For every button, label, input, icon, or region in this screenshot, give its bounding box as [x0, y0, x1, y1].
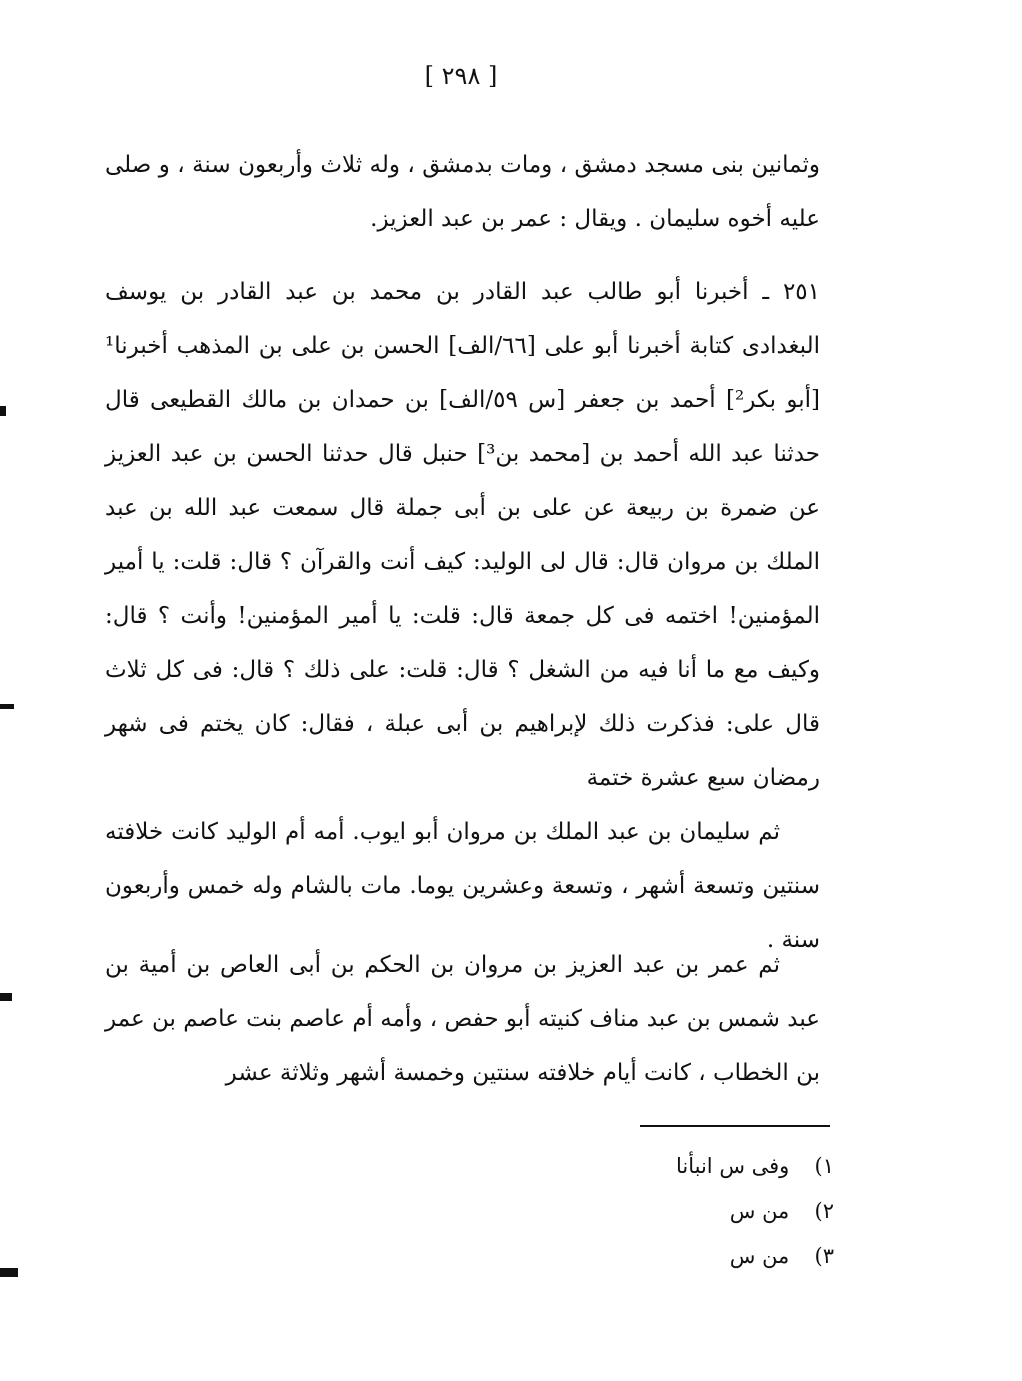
- footnote-text: وفى س انبأنا: [675, 1154, 790, 1178]
- footnote-item: [676, 1234, 834, 1279]
- scan-edge-mark: [0, 406, 6, 416]
- footnote-item: [676, 1189, 834, 1234]
- text-block-hadith-251: [105, 265, 820, 967]
- footnote-number: ١): [814, 1154, 834, 1178]
- footnote-number: ٢): [814, 1199, 834, 1223]
- scan-edge-mark: [0, 704, 14, 709]
- paragraph: وثمانين بنى مسجد دمشق ، ومات بدمشق ، وله ثلاث وأربعون سنة ، و صلى عليه أخوه سليمان . ويقال : عمر بن عبد العزيز.: [105, 152, 820, 232]
- footnote-divider: [640, 1125, 830, 1127]
- footnote-text: من س: [729, 1244, 790, 1268]
- paragraph: ثم عمر بن عبد العزيز بن مروان بن الحكم بن أبى العاص بن أمية بن عبد شمس بن عبد مناف كنيته أبو حفص ، وأمه أم عاصم بنت عاصم بن عمر بن الخطاب ، كانت أيام خلافته سنتين وخمسة أشهر وثلاثة عشر: [105, 952, 820, 1086]
- footnote-number: ٣): [814, 1244, 834, 1268]
- paragraph: ثم سليمان بن عبد الملك بن مروان أبو ايوب. أمه أم الوليد كانت خلافته سنتين وتسعة أشهر ، وتسعة وعشرين يوما. مات بالشام وله خمس وأربعون سنة .: [105, 819, 820, 953]
- footnote-item: [676, 1144, 834, 1189]
- text-block-continuation: [105, 138, 820, 246]
- text-block-umar: [105, 938, 820, 1100]
- footnotes: [676, 1144, 834, 1279]
- scan-edge-mark: [0, 993, 12, 1001]
- paragraph: ٢٥١ ـ أخبرنا أبو طالب عبد القادر بن محمد بن عبد القادر بن يوسف البغدادى كتابة أخبرنا أبو على [٦٦/الف] الحسن بن على بن المذهب أخبرنا¹ [أبو بكر²] أحمد بن جعفر [س ٥٩/الف] بن حمدان بن مالك القطيعى قال حدثنا عبد الله أحمد بن [محمد بن³] حنبل قال حدثنا الحسن بن عبد العزيز عن ضمرة بن ربيعة عن على بن أبى جملة قال سمعت عبد الله بن عبد الملك بن مروان قال: قال لى الوليد: كيف أنت والقرآن ؟ قال: قلت: يا أمير المؤمنين! اختمه فى كل جمعة قال: قلت: يا أمير المؤمنين! وأنت ؟ قال: وكيف مع ما أنا فيه من الشغل ؟ قال: قلت: على ذلك ؟ قال: فى كل ثلاث قال على: فذكرت ذلك لإبراهيم بن أبى عبلة ، فقال: كان يختم فى شهر رمضان سبع عشرة ختمة: [105, 279, 820, 791]
- scan-edge-mark: [0, 1268, 18, 1277]
- page-number: [ ٢٩٨ ]: [424, 62, 498, 90]
- footnote-text: من س: [729, 1199, 790, 1223]
